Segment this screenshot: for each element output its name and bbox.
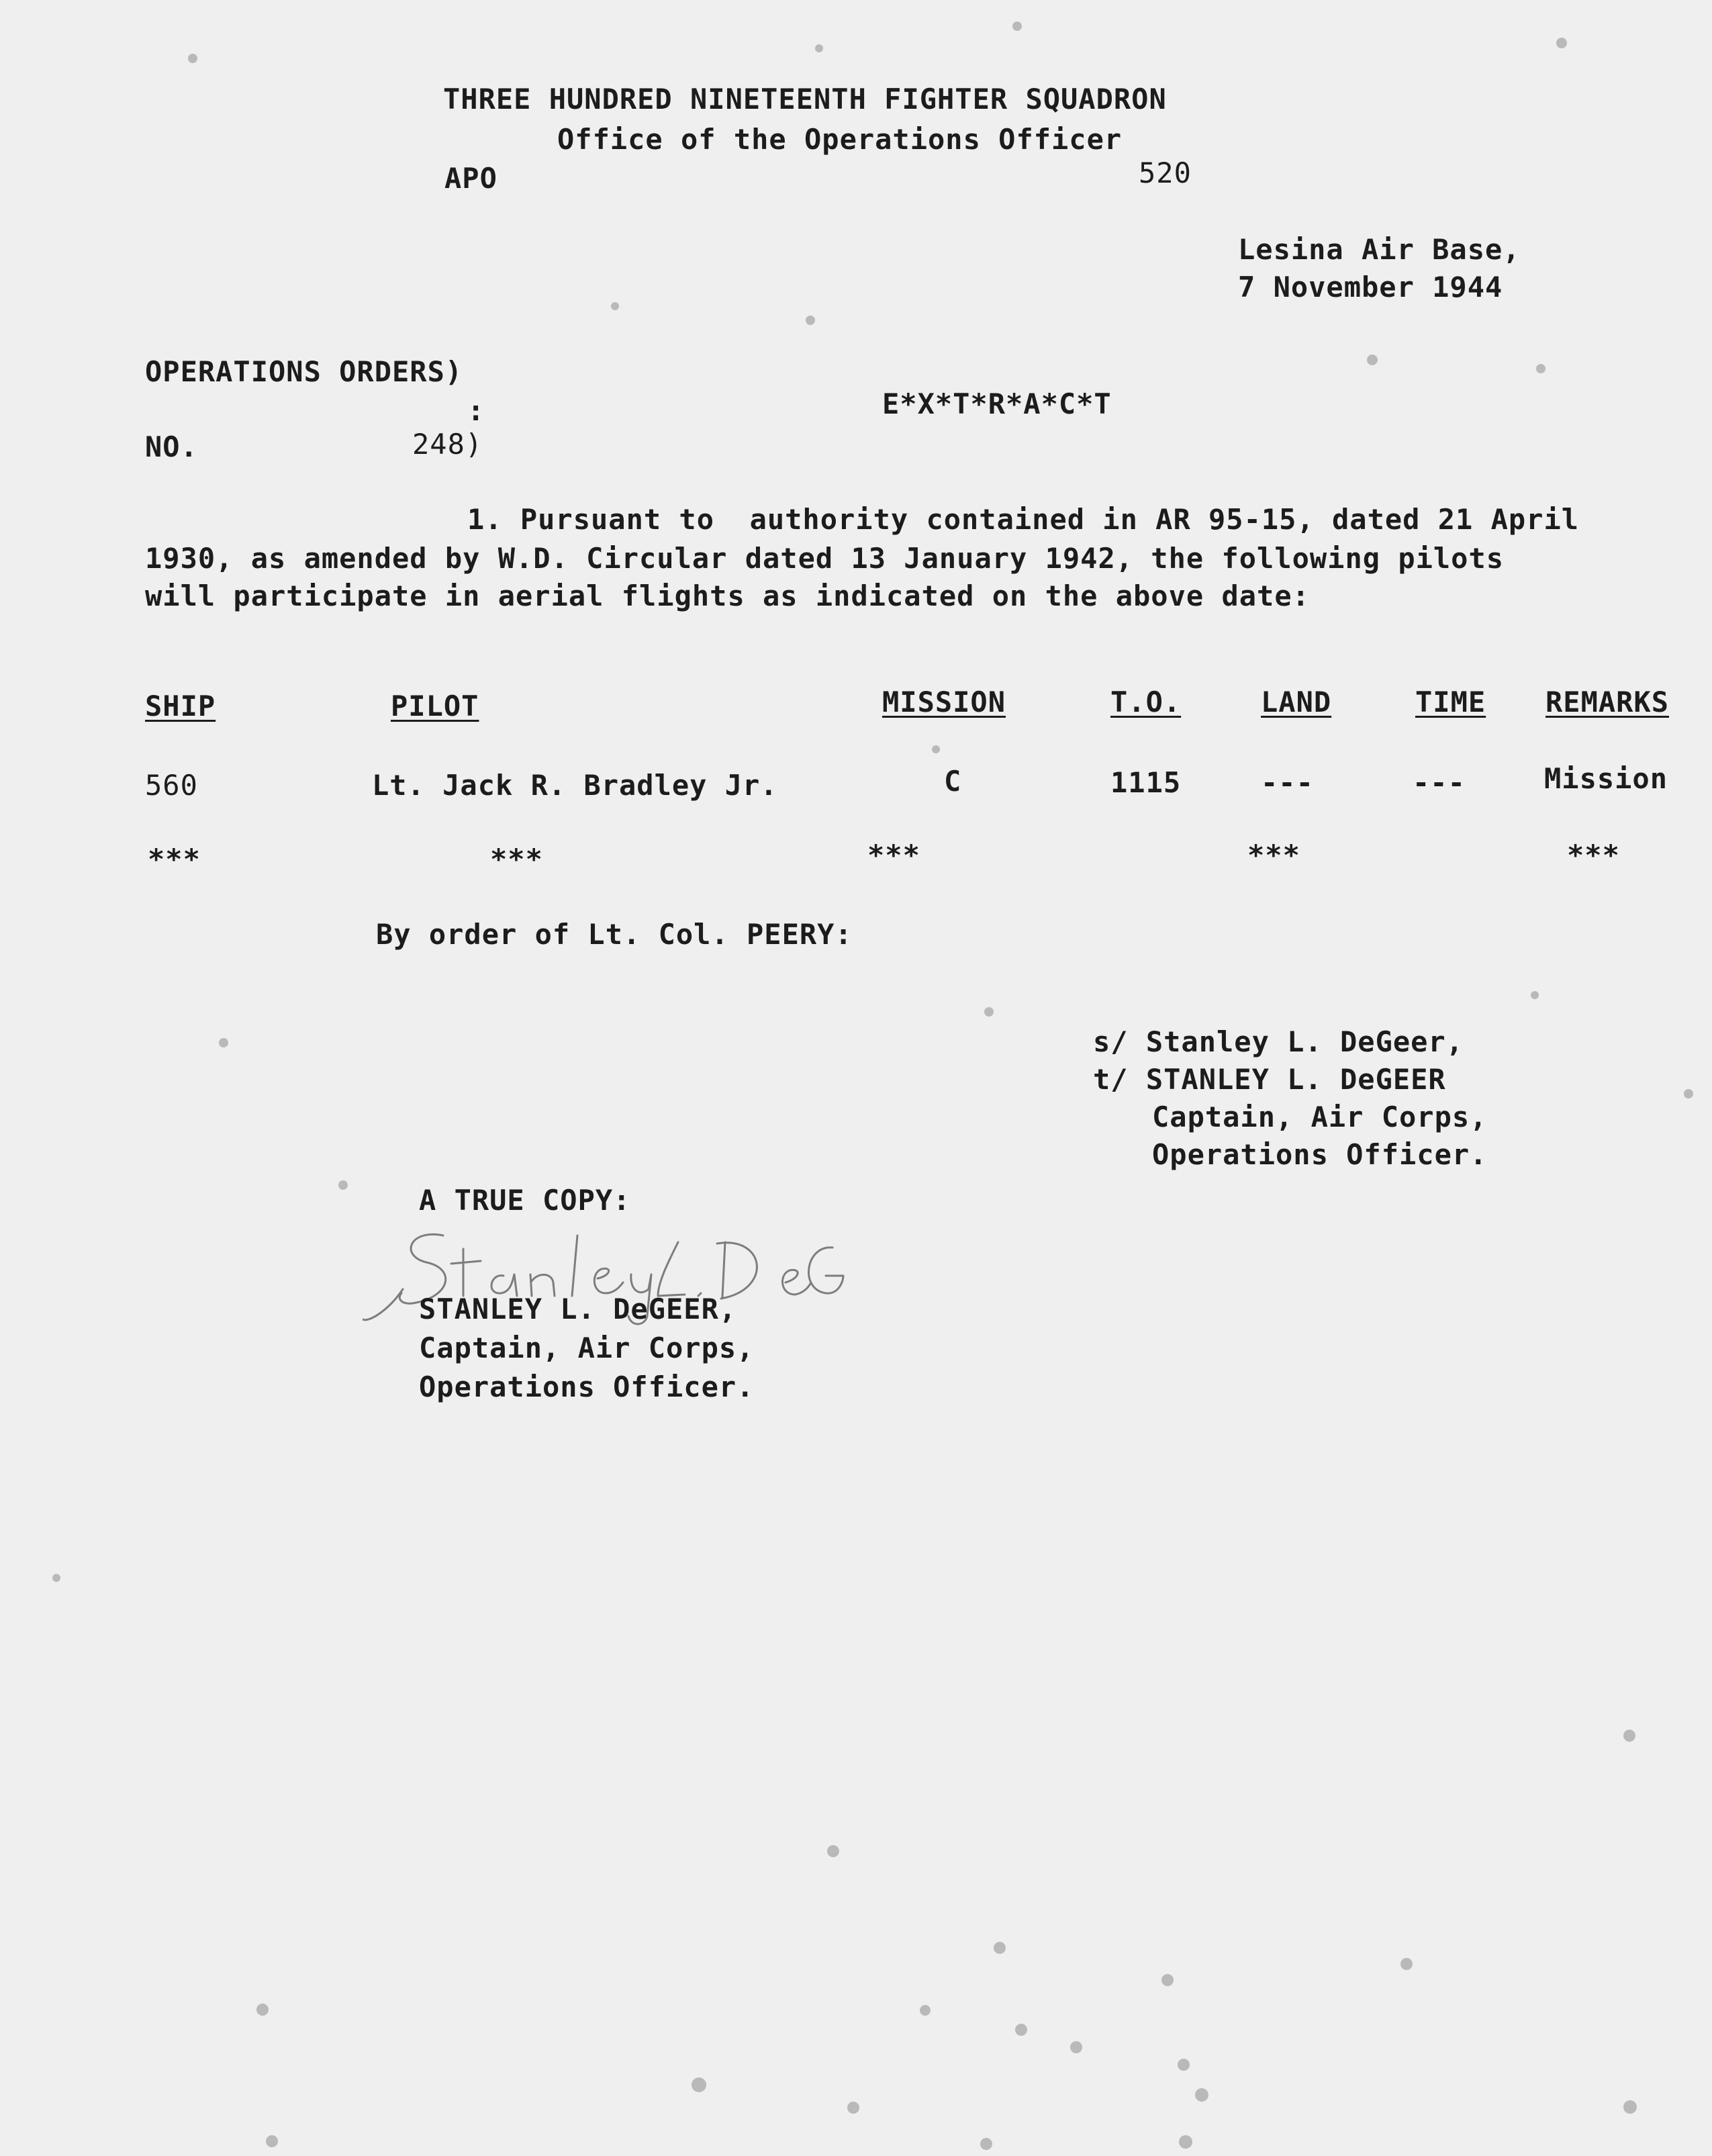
col-header-to: T.O.: [1110, 686, 1182, 718]
scan-speck: [256, 2004, 269, 2016]
by-order-line: By order of Lt. Col. PEERY:: [376, 918, 853, 951]
paragraph-line-2: 1930, as amended by W.D. Circular dated 13 January 1942, the following pilots: [145, 542, 1505, 575]
signature-title: Operations Officer.: [1152, 1138, 1488, 1171]
scan-speck: [1012, 21, 1022, 31]
scan-speck: [611, 302, 619, 310]
scan-speck: [1178, 2059, 1190, 2071]
apo-label: APO: [444, 162, 497, 195]
orders-no-label: NO.: [145, 430, 198, 463]
row-ship: 560: [145, 769, 198, 802]
scan-speck: [994, 1942, 1006, 1954]
scan-speck: [980, 2138, 992, 2150]
paragraph-line-3: will participate in aerial flights as indicated on the above date:: [145, 579, 1310, 612]
col-header-ship: SHIP: [145, 690, 216, 722]
true-copy-rank: Captain, Air Corps,: [419, 1331, 755, 1364]
scan-speck: [1367, 355, 1378, 365]
signature-rank: Captain, Air Corps,: [1152, 1100, 1488, 1133]
scan-speck: [219, 1038, 228, 1047]
scan-speck: [338, 1180, 348, 1190]
true-copy-heading: A TRUE COPY:: [419, 1184, 631, 1217]
scan-speck: [1015, 2024, 1027, 2036]
omission-marker: ***: [1247, 839, 1300, 872]
orders-label: OPERATIONS ORDERS): [145, 355, 463, 388]
col-header-land: LAND: [1261, 686, 1332, 718]
unit-heading: THREE HUNDRED NINETEENTH FIGHTER SQUADRON: [443, 83, 1167, 115]
true-copy-title: Operations Officer.: [419, 1370, 755, 1403]
scan-speck: [984, 1007, 994, 1017]
scan-speck: [1070, 2041, 1082, 2053]
col-header-mission: MISSION: [882, 686, 1006, 718]
signature-line-typed: t/ STANLEY L. DeGEER: [1093, 1063, 1446, 1096]
omission-marker: ***: [148, 843, 201, 876]
scan-speck: [1179, 2135, 1192, 2149]
scan-speck: [1623, 1730, 1635, 1742]
date: 7 November 1944: [1238, 271, 1503, 303]
row-pilot: Lt. Jack R. Bradley Jr.: [372, 769, 778, 802]
omission-marker: ***: [1567, 839, 1620, 872]
row-remarks: Mission: [1544, 762, 1668, 795]
scan-speck: [1195, 2088, 1208, 2102]
scan-speck: [1531, 991, 1539, 999]
scan-speck: [827, 1845, 839, 1857]
scan-speck: [1684, 1089, 1693, 1098]
col-header-remarks: REMARKS: [1545, 686, 1670, 718]
scan-speck: [847, 2102, 859, 2114]
scan-speck: [1161, 1974, 1174, 1986]
row-time: ---: [1413, 766, 1466, 799]
omission-marker: ***: [490, 843, 543, 876]
scan-speck: [1556, 38, 1567, 48]
scan-speck: [932, 745, 940, 753]
orders-colon: :: [467, 394, 485, 427]
col-header-pilot: PILOT: [391, 690, 479, 722]
scan-speck: [188, 54, 197, 63]
row-land: ---: [1261, 766, 1314, 799]
row-mission: C: [944, 765, 962, 798]
scan-speck: [52, 1574, 60, 1582]
scan-speck: [1400, 1958, 1413, 1970]
place: Lesina Air Base,: [1238, 233, 1521, 266]
omission-marker: ***: [867, 839, 920, 872]
orders-no-value: 248): [412, 428, 483, 461]
scan-speck: [1623, 2100, 1637, 2114]
scan-speck: [806, 316, 815, 325]
scan-speck: [920, 2005, 931, 2016]
paragraph-line-1: 1. Pursuant to authority contained in AR 95-15, dated 21 April: [467, 503, 1580, 536]
row-to: 1115: [1110, 766, 1182, 799]
apo-number: 520: [1139, 156, 1192, 189]
col-header-time: TIME: [1415, 686, 1486, 718]
scan-speck: [815, 44, 823, 52]
scan-speck: [266, 2135, 278, 2147]
true-copy-name: STANLEY L. DeGEER,: [419, 1293, 737, 1325]
scan-speck: [1536, 364, 1545, 373]
signature-line-signed: s/ Stanley L. DeGeer,: [1093, 1025, 1464, 1058]
office-heading: Office of the Operations Officer: [557, 123, 1123, 156]
scan-speck: [692, 2077, 706, 2092]
extract-heading: E*X*T*R*A*C*T: [882, 387, 1112, 420]
